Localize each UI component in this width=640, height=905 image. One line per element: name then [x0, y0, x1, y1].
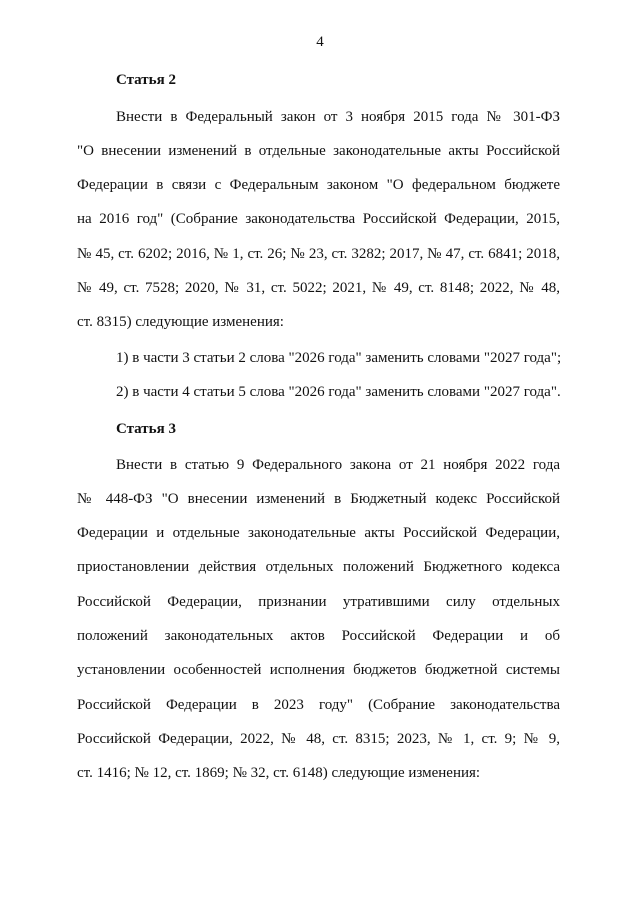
article-3-line: установлении особенностей исполнения бюджетов бюджетной системы — [77, 662, 560, 678]
article-3-line: Российской Федерации, признании утратившими силу отдельных — [77, 594, 560, 610]
article-3-line: Внести в статью 9 Федерального закона от 21 ноября 2022 года — [116, 457, 560, 473]
article-3-line: Федерации и отдельные законодательные акты Российской Федерации, — [77, 525, 560, 541]
article-3-line: положений законодательных актов Российской Федерации и об — [77, 628, 560, 644]
article-2-line: Внести в Федеральный закон от 3 ноября 2015 года № 301-ФЗ — [116, 109, 560, 125]
article-2-item: 1) в части 3 статьи 2 слова "2026 года" заменить словами "2027 года"; — [116, 350, 562, 366]
article-2-heading: Статья 2 — [116, 72, 176, 88]
article-3-line: Российской Федерации в 2023 году" (Собрание законодательства — [77, 697, 560, 713]
article-2-line: на 2016 год" (Собрание законодательства Российской Федерации, 2015, — [77, 211, 560, 227]
article-2-line: "О внесении изменений в отдельные законодательные акты Российской — [77, 143, 560, 159]
article-2-item: 2) в части 4 статьи 5 слова "2026 года" заменить словами "2027 года". — [116, 384, 561, 400]
article-2-line: № 49, ст. 7528; 2020, № 31, ст. 5022; 2021, № 49, ст. 8148; 2022, № 48, — [77, 280, 560, 296]
article-2-line: Федерации в связи с Федеральным законом "О федеральном бюджете — [77, 177, 560, 193]
article-2-line: ст. 8315) следующие изменения: — [77, 314, 284, 330]
article-3-line: ст. 1416; № 12, ст. 1869; № 32, ст. 6148) следующие изменения: — [77, 765, 481, 781]
page-number: 4 — [316, 34, 324, 50]
article-3-line: Российской Федерации, 2022, № 48, ст. 8315; 2023, № 1, ст. 9; № 9, — [77, 731, 560, 747]
article-3-line: приостановлении действия отдельных положений Бюджетного кодекса — [77, 559, 560, 575]
article-2-line: № 45, ст. 6202; 2016, № 1, ст. 26; № 23, ст. 3282; 2017, № 47, ст. 6841; 2018, — [77, 246, 560, 262]
article-3-line: № 448-ФЗ "О внесении изменений в Бюджетный кодекс Российской — [77, 491, 560, 507]
article-3-heading: Статья 3 — [116, 421, 176, 437]
